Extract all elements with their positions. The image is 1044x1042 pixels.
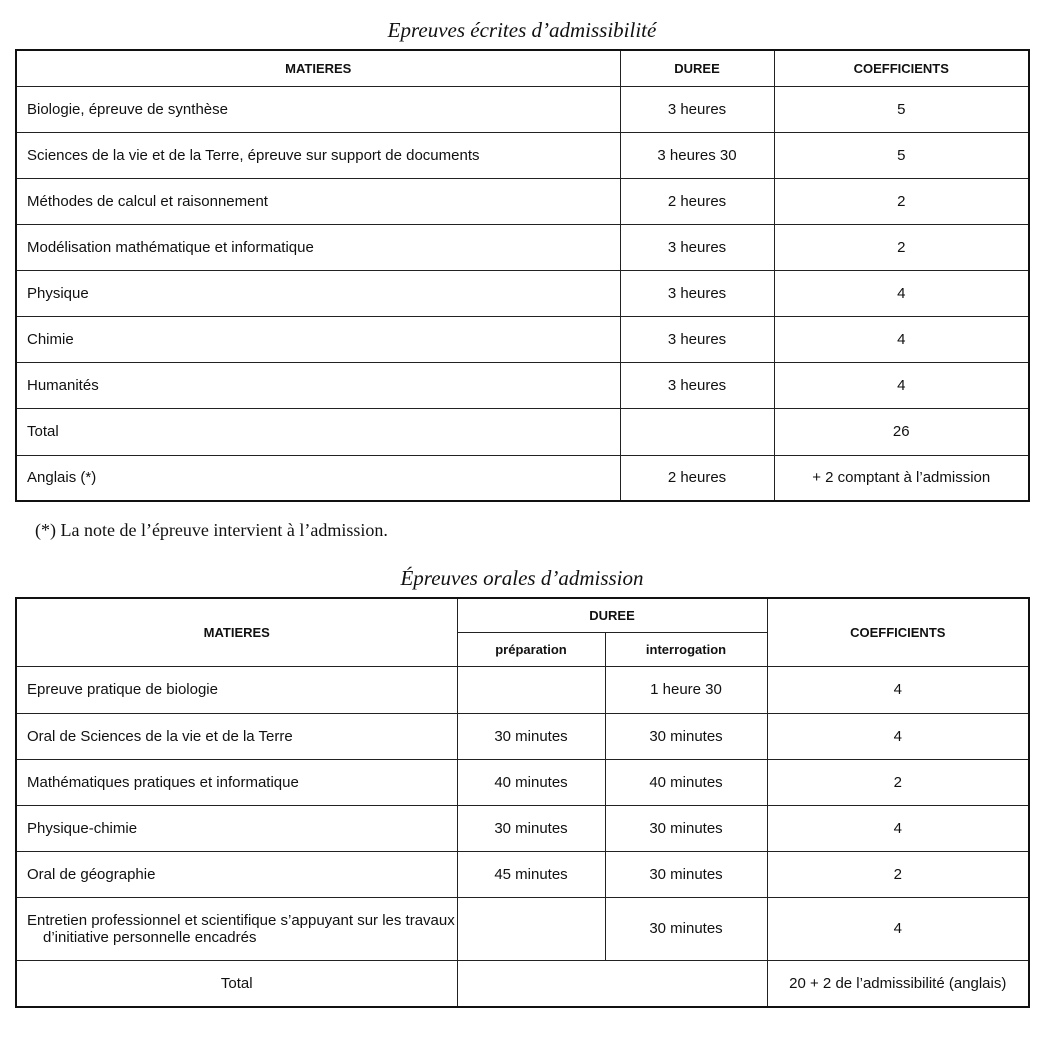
interrogation-cell: 40 minutes <box>605 759 767 805</box>
total-row <box>16 960 1029 1007</box>
table-row <box>16 759 1029 805</box>
subject-cell: Physique <box>16 270 620 316</box>
column-header-interrogation: interrogation <box>605 632 767 666</box>
oral-exams-title: Épreuves orales d’admission <box>400 566 644 590</box>
coefficient-cell: 2 <box>774 178 1029 224</box>
coefficient-cell: 4 <box>774 316 1029 362</box>
coefficient-cell: 2 <box>767 851 1029 897</box>
column-header-subject: MATIERES <box>16 598 457 666</box>
column-header-duration: DUREE <box>620 50 774 86</box>
table-row <box>16 805 1029 851</box>
table-row <box>16 316 1029 362</box>
subject-cell: Physique-chimie <box>16 805 457 851</box>
duration-cell: 3 heures <box>620 316 774 362</box>
preparation-cell: 30 minutes <box>457 713 605 759</box>
footnote: (*) La note de l’épreuve intervient à l’admission. <box>35 520 388 540</box>
total-label: Total <box>16 408 620 455</box>
coefficient-cell: + 2 comptant à l’admission <box>774 455 1029 501</box>
coefficient-cell: 5 <box>774 86 1029 132</box>
preparation-cell <box>457 897 605 960</box>
duration-cell: 3 heures 30 <box>620 132 774 178</box>
interrogation-cell: 1 heure 30 <box>605 666 767 713</box>
duration-cell <box>620 408 774 455</box>
table-row <box>16 132 1029 178</box>
subject-cell: Méthodes de calcul et raisonnement <box>16 178 620 224</box>
preparation-cell: 30 minutes <box>457 805 605 851</box>
coefficient-cell: 4 <box>774 270 1029 316</box>
table-row <box>16 713 1029 759</box>
written-exams-table <box>15 49 1030 502</box>
column-header-preparation: préparation <box>457 632 605 666</box>
coefficient-cell: 4 <box>774 362 1029 408</box>
total-label: Total <box>16 960 457 1007</box>
coefficient-cell: 4 <box>767 666 1029 713</box>
table-header-row <box>16 50 1029 86</box>
table-row <box>16 455 1029 501</box>
table-row <box>16 851 1029 897</box>
table-header-row <box>16 598 1029 632</box>
column-header-subject: MATIERES <box>16 50 620 86</box>
subject-cell: Humanités <box>16 362 620 408</box>
total-duration-cell <box>457 960 767 1007</box>
total-row <box>16 408 1029 455</box>
table-row <box>16 270 1029 316</box>
column-header-duration: DUREE <box>457 598 767 632</box>
duration-cell: 3 heures <box>620 224 774 270</box>
interrogation-cell: 30 minutes <box>605 805 767 851</box>
subject-cell: Mathématiques pratiques et informatique <box>16 759 457 805</box>
table-row <box>16 224 1029 270</box>
interrogation-cell: 30 minutes <box>605 897 767 960</box>
subject-line-1: Entretien professionnel et scientifique s’appuyant sur les travaux <box>27 911 455 929</box>
subject-cell: Epreuve pratique de biologie <box>16 666 457 713</box>
subject-line-2: d’initiative personnelle encadrés <box>43 928 257 946</box>
preparation-cell <box>457 666 605 713</box>
duration-cell: 3 heures <box>620 270 774 316</box>
subject-cell: Anglais (*) <box>16 455 620 501</box>
column-header-coefficient: COEFFICIENTS <box>767 598 1029 666</box>
subject-cell: Chimie <box>16 316 620 362</box>
table-row <box>16 178 1029 224</box>
duration-cell: 2 heures <box>620 178 774 224</box>
coefficient-cell: 2 <box>774 224 1029 270</box>
subject-cell: Sciences de la vie et de la Terre, épreuve sur support de documents <box>16 132 620 178</box>
table-row <box>16 897 1029 960</box>
total-coefficient: 26 <box>774 408 1029 455</box>
subject-cell: Oral de géographie <box>16 851 457 897</box>
subject-cell <box>16 897 457 960</box>
coefficient-cell: 4 <box>767 805 1029 851</box>
interrogation-cell: 30 minutes <box>605 851 767 897</box>
oral-exams-table <box>15 597 1030 1008</box>
duration-cell: 3 heures <box>620 362 774 408</box>
duration-cell: 3 heures <box>620 86 774 132</box>
coefficient-cell: 5 <box>774 132 1029 178</box>
table-row <box>16 362 1029 408</box>
coefficient-cell: 2 <box>767 759 1029 805</box>
subject-cell: Oral de Sciences de la vie et de la Terre <box>16 713 457 759</box>
interrogation-cell: 30 minutes <box>605 713 767 759</box>
duration-cell: 2 heures <box>620 455 774 501</box>
subject-cell: Biologie, épreuve de synthèse <box>16 86 620 132</box>
table-row <box>16 86 1029 132</box>
coefficient-cell: 4 <box>767 713 1029 759</box>
coefficient-cell: 4 <box>767 897 1029 960</box>
table-row <box>16 666 1029 713</box>
written-exams-title: Epreuves écrites d’admissibilité <box>387 18 657 42</box>
preparation-cell: 40 minutes <box>457 759 605 805</box>
subject-cell: Modélisation mathématique et informatique <box>16 224 620 270</box>
total-coefficient: 20 + 2 de l’admissibilité (anglais) <box>767 960 1029 1007</box>
preparation-cell: 45 minutes <box>457 851 605 897</box>
column-header-coefficient: COEFFICIENTS <box>774 50 1029 86</box>
